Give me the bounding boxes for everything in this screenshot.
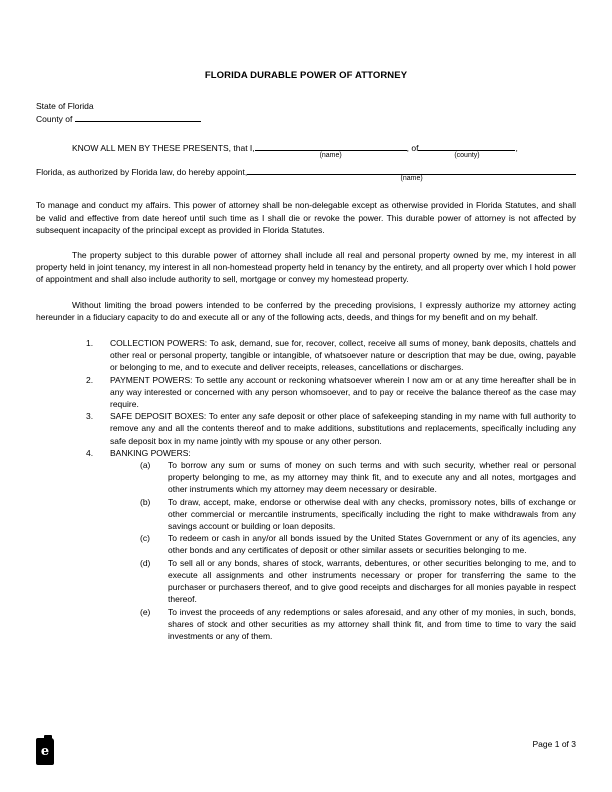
eforms-logo-letter: e bbox=[40, 744, 50, 759]
list-item-text: COLLECTION POWERS: To ask, demand, sue for, recover, collect, receive all sums of money, bank deposits, chattels and other real or personal property, tangible or intangible, of whatsoever nature or description that may be due, owing, payable or belonging to me, and to execute and deliver receipts, releases, cancellations or discharges. bbox=[110, 338, 576, 373]
sub-item-a bbox=[140, 459, 576, 496]
principal-name-blank[interactable] bbox=[255, 142, 407, 159]
sub-item-d bbox=[140, 557, 576, 606]
county-blank-line[interactable] bbox=[75, 113, 201, 122]
sub-item-b bbox=[140, 496, 576, 533]
list-item-number: 4. bbox=[86, 447, 94, 458]
principal-county-blank[interactable] bbox=[418, 142, 518, 159]
county-row bbox=[36, 113, 576, 126]
presents-line bbox=[36, 142, 576, 159]
sub-item-letter: (e) bbox=[140, 606, 151, 617]
banking-powers-sublist bbox=[36, 459, 576, 642]
list-item-number: 1. bbox=[86, 338, 94, 349]
county-of-label: County of bbox=[36, 113, 73, 124]
appoint-text: Florida, as authorized by Florida law, do hereby appoint, bbox=[36, 167, 248, 178]
sub-item-text: To redeem or cash in any/or all bonds issued by the United States Government or any of its agencies, any other bonds and any certificates of deposit or other similar assets or securities belonging to me. bbox=[168, 533, 576, 556]
list-item-text: PAYMENT POWERS: To settle any account or reckoning whatsoever wherein I now am or at any time hereafter shall be in any way interested or concerned with any person whomsoever, and to pay or receive the balance thereof as the case may require. bbox=[110, 374, 576, 410]
of-text: , of bbox=[406, 143, 419, 153]
eforms-logo bbox=[36, 738, 54, 765]
paragraph-property-subject: The property subject to this durable power of attorney shall include all real and personal property owned by me, my interest in all property held in joint tenancy, my interest in all non-homestead property held in tenancy by the entirety, and all property over which I hold power of appointment and shall also include authority to sell, mortgage or convey my homestead property. bbox=[36, 250, 576, 285]
sub-item-text: To sell all or any bonds, shares of stock, warrants, debentures, or other securities belonging to me, and to execute all assignments and other instruments necessary or proper for transferring the same to the purchaser or purchasers thereof, and to give good receipts and discharges for all monies payable in respect thereof. bbox=[168, 557, 576, 605]
sub-item-e bbox=[140, 606, 576, 643]
appoint-line bbox=[36, 165, 576, 183]
page-number: Page 1 of 3 bbox=[532, 739, 576, 749]
powers-list bbox=[36, 337, 576, 642]
sub-item-letter: (a) bbox=[140, 460, 151, 471]
paragraph-without-limiting: Without limiting the broad powers intended to be conferred by the preceding provisions, I expressly authorize my attorney acting hereunder in a fiduciary capacity to do and execute all or any of the following acts, deeds, and things for my benefit and on my behalf. bbox=[36, 299, 576, 322]
sub-item-text: To draw, accept, make, endorse or otherwise deal with any checks, promissory notes, bills of exchange or other commercial or mercantile instruments, specifically including the right to make withdrawals from any savings account or building or loan deposits. bbox=[168, 496, 576, 532]
list-item-collection-powers bbox=[86, 337, 576, 374]
list-item-number: 3. bbox=[86, 411, 94, 422]
list-item-text: BANKING POWERS: bbox=[110, 447, 191, 458]
sub-item-letter: (c) bbox=[140, 533, 150, 544]
sub-item-c bbox=[140, 532, 576, 556]
sub-item-letter: (d) bbox=[140, 557, 151, 568]
paragraph-manage-affairs: To manage and conduct my affairs. This power of attorney shall be non-delegable except as otherwise provided in Florida Statutes, and shall be valid and effective from date hereof until such time as I shall die or revoke the power. This durable power of attorney is not affected by subsequent incapacity of the principal except as provided in Florida Statutes. bbox=[36, 200, 576, 235]
list-item-text: SAFE DEPOSIT BOXES: To enter any safe deposit or other place of safekeeping standing in my name with full authority to remove any and all the contents thereof and to make additions, substitutions and replacements, specifically including any safe deposit box in my name jointly with my spouse or any other person. bbox=[110, 411, 576, 446]
agent-name-blank[interactable] bbox=[247, 165, 576, 183]
document-title: FLORIDA DURABLE POWER OF ATTORNEY bbox=[204, 70, 408, 81]
sub-item-letter: (b) bbox=[140, 496, 151, 507]
sub-item-text: To invest the proceeds of any redemptions or sales aforesaid, and any other of my monies, in such, bonds, shares of stock and other securities as my attorney shall think fit, and from time to time to vary the said investments or any of them. bbox=[168, 606, 576, 641]
agent-name-caption: (name) bbox=[400, 175, 423, 183]
list-item-banking-powers bbox=[86, 447, 576, 459]
know-all-men-text: KNOW ALL MEN BY THESE PRESENTS, that I, bbox=[72, 143, 255, 153]
trailing-comma: , bbox=[515, 143, 518, 153]
sub-item-text: To borrow any sum or sums of money on such terms and with such security, whether real or personal property belonging to me, as my attorney may think fit, and to execute any and all notes, mortgages and other instruments which my attorney may deem necessary or desirable. bbox=[168, 460, 576, 495]
list-item-payment-powers bbox=[86, 374, 576, 411]
list-item-number: 2. bbox=[86, 374, 94, 385]
county-caption: (county) bbox=[454, 152, 480, 159]
list-item-safe-deposit-boxes bbox=[86, 410, 576, 447]
state-of-florida-line: State of Florida bbox=[36, 101, 94, 111]
name-caption: (name) bbox=[319, 152, 342, 159]
